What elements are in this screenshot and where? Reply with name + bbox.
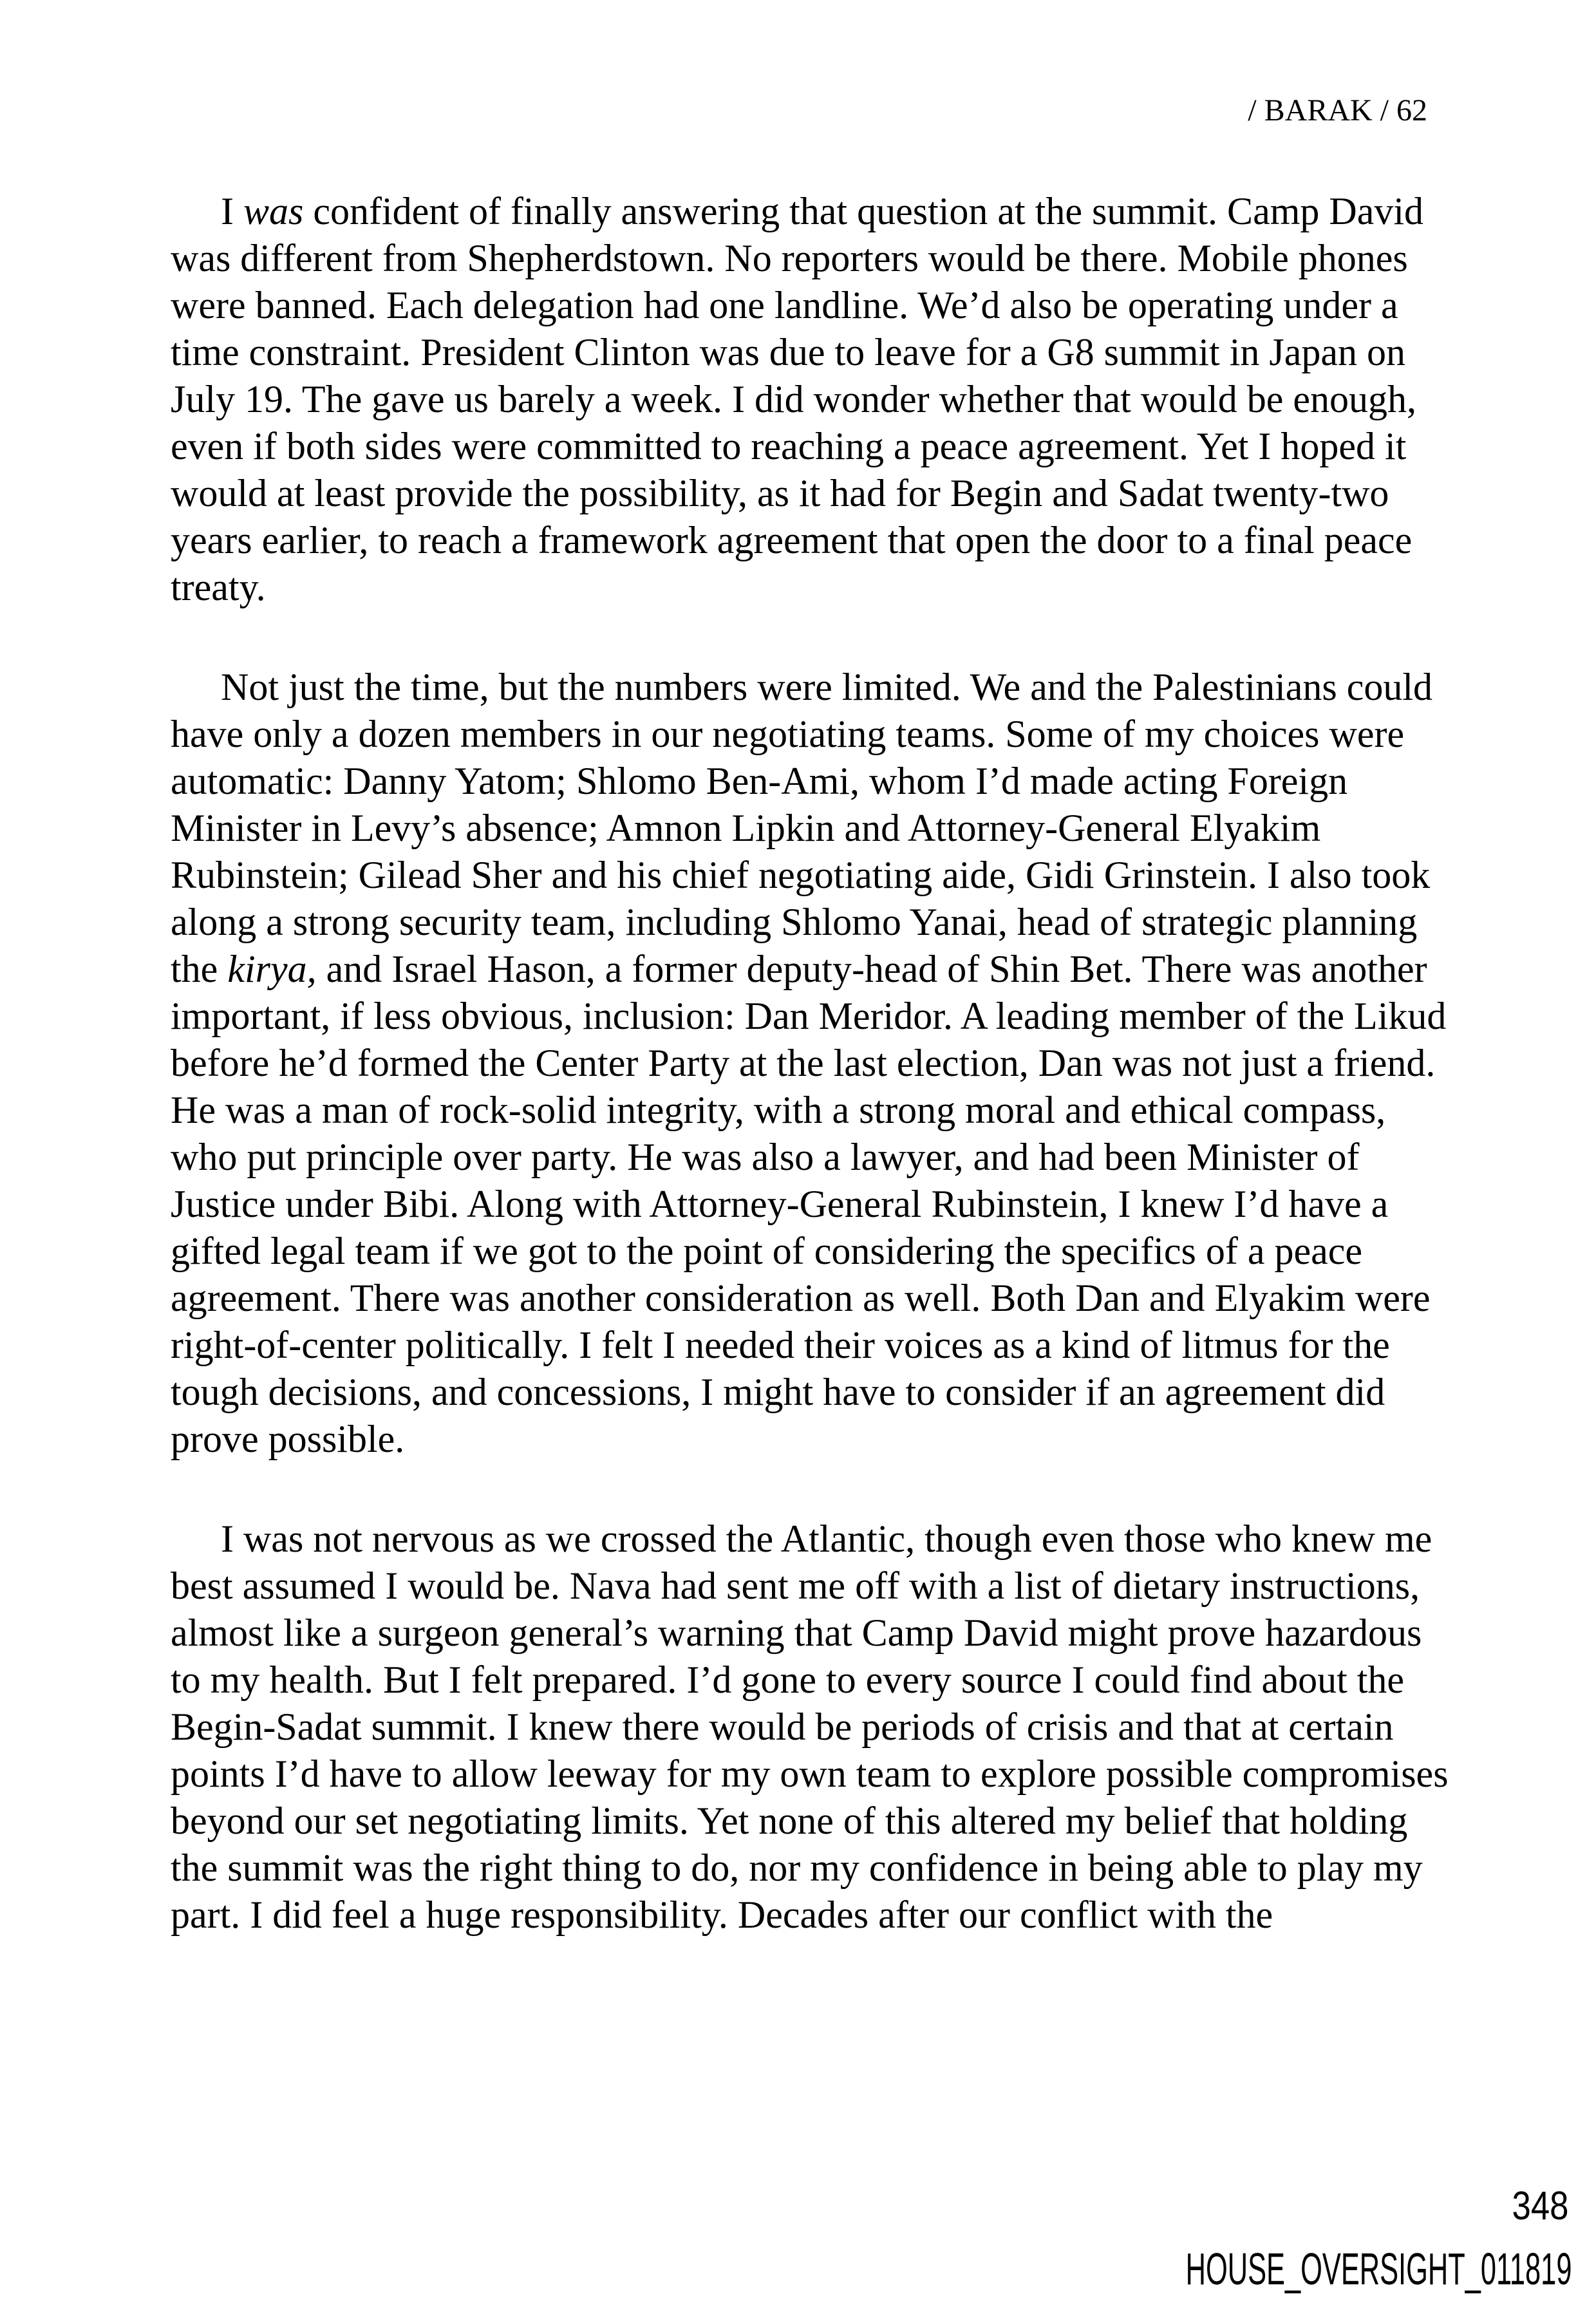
text-line: I was confident of finally answering that question at the summit. Camp David: [221, 190, 1424, 232]
text-line: July 19. The gave us barely a week. I did wonder whether that would be enough,: [171, 378, 1417, 420]
paragraph: [171, 664, 1449, 1463]
text-line: have only a dozen members in our negotiating teams. Some of my choices were: [171, 713, 1405, 755]
text-line: would at least provide the possibility, as it had for Begin and Sadat twenty-two: [171, 472, 1389, 514]
text-line: best assumed I would be. Nava had sent me off with a list of dietary instructions,: [171, 1565, 1420, 1607]
text-line: years earlier, to reach a framework agreement that open the door to a final peace: [171, 519, 1413, 561]
text-line: the summit was the right thing to do, nor my confidence in being able to play my: [171, 1847, 1423, 1889]
text-line: gifted legal team if we got to the point of considering the specifics of a peace: [171, 1230, 1363, 1272]
page-number: 348: [1512, 2184, 1568, 2228]
text-line: was different from Shepherdstown. No reporters would be there. Mobile phones: [171, 237, 1408, 279]
text-line: along a strong security team, including Shlomo Yanai, head of strategic planning: [171, 901, 1418, 943]
text-line: tough decisions, and concessions, I might have to consider if an agreement did: [171, 1371, 1385, 1413]
text-line: the kirya, and Israel Hason, a former deputy-head of Shin Bet. There was another: [171, 948, 1427, 990]
bates-stamp: HOUSE_OVERSIGHT_011819: [1185, 2244, 1572, 2294]
text-line: before he’d formed the Center Party at the last election, Dan was not just a friend.: [171, 1042, 1436, 1084]
text-line: Not just the time, but the numbers were limited. We and the Palestinians could: [221, 666, 1433, 708]
text-line: Rubinstein; Gilead Sher and his chief negotiating aide, Gidi Grinstein. I also took: [171, 854, 1431, 896]
text-line: almost like a surgeon general’s warning that Camp David might prove hazardous: [171, 1612, 1422, 1654]
text-line: part. I did feel a huge responsibility. Decades after our conflict with the: [171, 1894, 1273, 1936]
text-line: who put principle over party. He was also a lawyer, and had been Minister of: [171, 1136, 1360, 1178]
paragraph: [171, 1516, 1449, 1939]
text-line: I was not nervous as we crossed the Atlantic, though even those who knew me: [221, 1518, 1432, 1560]
text-line: treaty.: [171, 566, 266, 608]
text-line: right-of-center politically. I felt I needed their voices as a kind of litmus for the: [171, 1324, 1390, 1366]
text-line: automatic: Danny Yatom; Shlomo Ben-Ami, whom I’d made acting Foreign: [171, 760, 1348, 802]
text-line: agreement. There was another consideration as well. Both Dan and Elyakim were: [171, 1277, 1431, 1319]
text-line: to my health. But I felt prepared. I’d gone to every source I could find about the: [171, 1659, 1405, 1701]
body-text: [171, 188, 1449, 1939]
text-line: time constraint. President Clinton was due to leave for a G8 summit in Japan on: [171, 331, 1405, 373]
text-line: points I’d have to allow leeway for my own team to explore possible compromises: [171, 1753, 1449, 1795]
text-line: Justice under Bibi. Along with Attorney-General Rubinstein, I knew I’d have a: [171, 1183, 1389, 1225]
text-line: Minister in Levy’s absence; Amnon Lipkin and Attorney-General Elyakim: [171, 807, 1321, 849]
text-line: beyond our set negotiating limits. Yet none of this altered my belief that holding: [171, 1800, 1408, 1842]
paragraph: [171, 188, 1449, 611]
text-line: important, if less obvious, inclusion: Dan Meridor. A leading member of the Likud: [171, 995, 1447, 1037]
page-header: / BARAK / 62: [1248, 93, 1427, 127]
text-line: Begin-Sadat summit. I knew there would be periods of crisis and that at certain: [171, 1706, 1394, 1748]
text-line: even if both sides were committed to reaching a peace agreement. Yet I hoped it: [171, 425, 1407, 467]
text-line: He was a man of rock-solid integrity, with a strong moral and ethical compass,: [171, 1089, 1386, 1131]
text-line: were banned. Each delegation had one landline. We’d also be operating under a: [171, 284, 1398, 326]
text-line: prove possible.: [171, 1418, 405, 1460]
